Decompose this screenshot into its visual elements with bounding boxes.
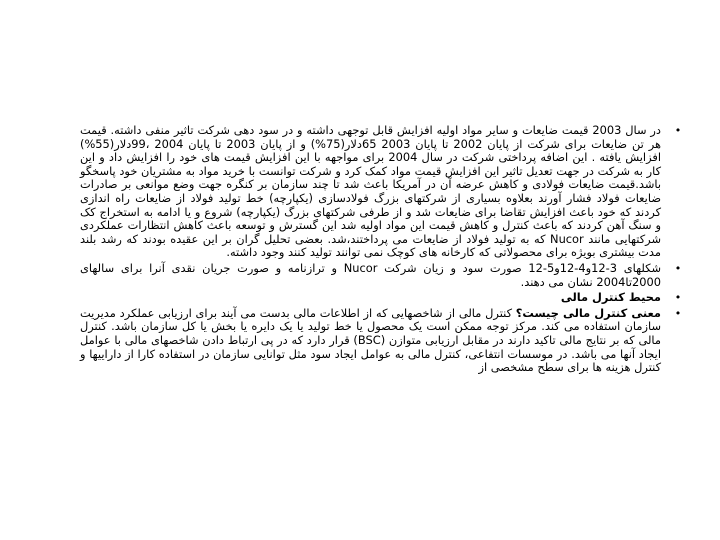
paragraph-text: شکلهای 3-12و4-12و5-12 صورت سود و زیان شرکت Nucor و ترازنامه و صورت جریان نقدی آنرا برای سالهای 2000تا2004 نشان می دهند. [80, 260, 661, 289]
bullet-icon: • [674, 306, 682, 320]
list-item-raw-material-costs [80, 124, 685, 260]
list-item-figures-reference [80, 262, 685, 289]
bullet-icon: • [674, 261, 682, 275]
list-item-financial-control-definition [80, 307, 685, 375]
definition-lead: معنی کنترل مالی چیست؟ [515, 305, 661, 320]
list-item-heading [80, 291, 685, 305]
bullet-icon: • [674, 291, 682, 305]
paragraph-text: کنترل مالی از شاخصهایی که از اطلاعات مالی بدست می آیند برای ارزیابی عملکرد مدیریت سازمان استفاده می کند. مرکز توجه ممکن است یک محصول یا خط تولید یا یک دایره یا بخش یا کل سازمان باشد. کنترل مالی که بر نتایج مالی تاکید دارند در مقابل ارزیابی متوازن (BSC) قرار دارد که در پی ارتباط دادن شاخصهای مالی با عوامل ایجاد آنها می باشد. در موسسات انتفاعی، کنترل مالی به عوامل ایجاد سود مثل توانایی سازمان در استفاده کارا از داراییها و کنترل هزینه ها برای سطح مشخصی از [80, 305, 661, 375]
paragraph-text: در سال 2003 قیمت ضایعات و سایر مواد اولیه افزایش قابل توجهی داشته و در سود دهی شرکت تاثیر منفی داشته. قیمت هر تن ضایعات برای شرکت از پایان 2002 تا پایان 2003 65دلار(75%) و از پایان 2003 تا پایان 2004 ،99دلار(55%) افزایش یافته . این اضافه پرداختی شرکت در سال 2004 برای مواجهه با این افزایش قیمت های خود را افزایش داد و این کار به شرکت در جهت تعدیل تاثیر این افزایش قیمت مواد کمک کرد و شرکت توانست با خرید مواد به مشتریان خود پاسخگو باشد.قیمت ضایعات فولادی و کاهش عرضه آن در آمریکا باعث شد تا چند سازمان بر کنگره جهت وضع موانعی بر صادرات ضایعات فولاد فشار آورند بعلاوه بسیاری از شرکتهای بزرگ فولادسازی (یکپارچه) خط تولید فولاد از ضایعات راه اندازی کردند که خود باعث افزایش تقاضا برای ضایعات شد و از طرفی شرکتهای بزرگ (یکپارچه) شروع و یا ادامه به استخراج کک و سنگ آهن کردند که باعث کنترل و کاهش قیمت این مواد اولیه شد این گسترش و توسعه باعث کاهش انتظارات عملکردی شرکتهایی مانند Nucor که به تولید فولاد از ضایعات می پرداختند،شد. بعضی تحلیل گران بر این عقیده بودند که رشد بلند مدت بیشتری بویژه برای محصولاتی که کارخانه های کوچک نمی توانند تولید کنند وجود داشته. [80, 123, 661, 260]
slide-body [80, 124, 685, 377]
bullet-icon: • [674, 124, 682, 137]
bullet-list [80, 124, 685, 375]
section-heading: محیط کنترل مالی [560, 290, 661, 305]
